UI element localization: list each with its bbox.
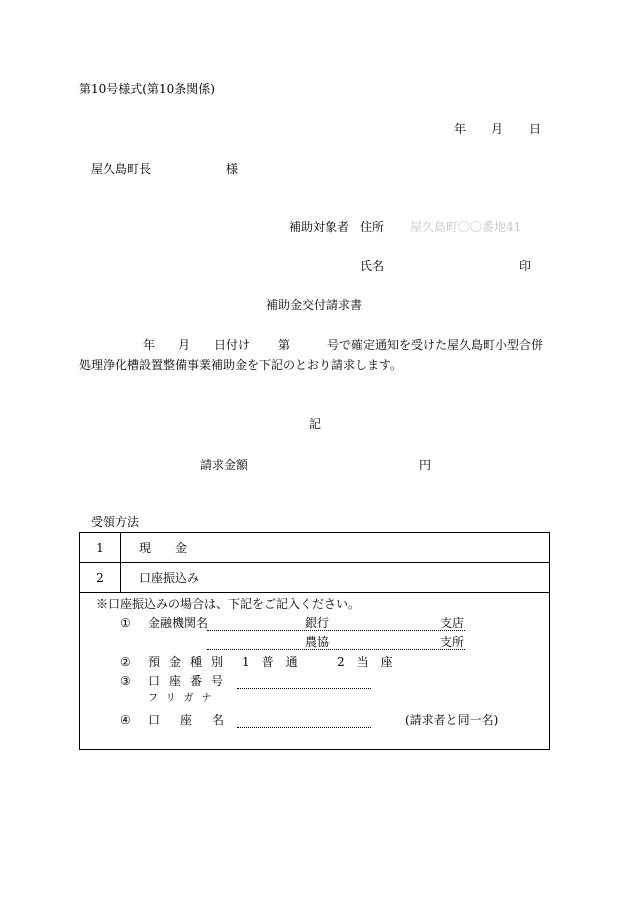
account-label: 口座番号 bbox=[148, 674, 233, 688]
transfer-note: ※口座振込みの場合は、下記をご記入ください。 bbox=[96, 597, 361, 611]
addressee-honorific: 様 bbox=[226, 162, 239, 176]
body-dated: 日付け bbox=[214, 338, 251, 352]
account-num: ③ bbox=[120, 674, 131, 688]
branch-suffix: 支店 bbox=[440, 616, 465, 630]
cash-option: 現 金 bbox=[121, 533, 550, 563]
seal-mark: 印 bbox=[519, 259, 532, 273]
furigana-label: フリガナ bbox=[148, 693, 220, 704]
applicant-label: 補助対象者 bbox=[289, 220, 350, 234]
holder-name-line bbox=[237, 727, 371, 728]
table-row bbox=[80, 563, 550, 593]
date-year: 年 bbox=[454, 122, 467, 136]
bank-name-line bbox=[207, 630, 465, 631]
receipt-heading: 受領方法 bbox=[91, 515, 140, 529]
body-year: 年 bbox=[143, 338, 156, 352]
row-number: 1 bbox=[80, 533, 121, 563]
ki-mark: 記 bbox=[309, 417, 322, 431]
date-day: 日 bbox=[529, 122, 542, 136]
bank-label: 金融機関名 bbox=[148, 616, 209, 630]
form-number: 第10号様式(第10条関係) bbox=[79, 82, 215, 96]
type-option-current: 2 当 座 bbox=[337, 655, 393, 669]
address-label: 住所 bbox=[360, 220, 385, 234]
account-number-line bbox=[237, 688, 371, 689]
holder-label: 口座名 bbox=[148, 713, 245, 727]
amount-unit: 円 bbox=[419, 458, 432, 472]
body-line1-rest: 号で確定通知を受けた屋久島町小型合併 bbox=[327, 338, 544, 352]
name-label: 氏名 bbox=[360, 259, 385, 273]
transfer-option: 口座振込み bbox=[121, 563, 550, 593]
holder-note: (請求者と同一名) bbox=[405, 713, 499, 727]
type-num: ② bbox=[120, 655, 131, 669]
coop-branch-suffix: 支所 bbox=[440, 635, 465, 649]
coop-name-line bbox=[207, 649, 465, 650]
table-row bbox=[80, 533, 550, 563]
document-title: 補助金交付請求書 bbox=[266, 298, 363, 312]
transfer-details bbox=[80, 593, 550, 750]
receipt-method-table bbox=[79, 532, 550, 750]
addressee-name: 屋久島町長 bbox=[91, 162, 152, 176]
table-row bbox=[80, 593, 550, 750]
bank-num: ① bbox=[120, 616, 131, 630]
body-dai: 第 bbox=[278, 338, 291, 352]
type-label: 預金種別 bbox=[148, 655, 233, 669]
amount-label: 請求金額 bbox=[200, 458, 249, 472]
bank-suffix: 銀行 bbox=[305, 616, 330, 630]
date-month: 月 bbox=[491, 122, 504, 136]
address-value: 屋久島町〇〇番地41 bbox=[410, 220, 522, 234]
row-number: 2 bbox=[80, 563, 121, 593]
holder-num: ④ bbox=[120, 713, 131, 727]
body-line2: 処理浄化槽設置整備事業補助金を下記のとおり請求します。 bbox=[79, 358, 403, 372]
body-month: 月 bbox=[178, 338, 191, 352]
type-option-ordinary: 1 普 通 bbox=[242, 655, 298, 669]
coop-suffix: 農協 bbox=[305, 635, 330, 649]
